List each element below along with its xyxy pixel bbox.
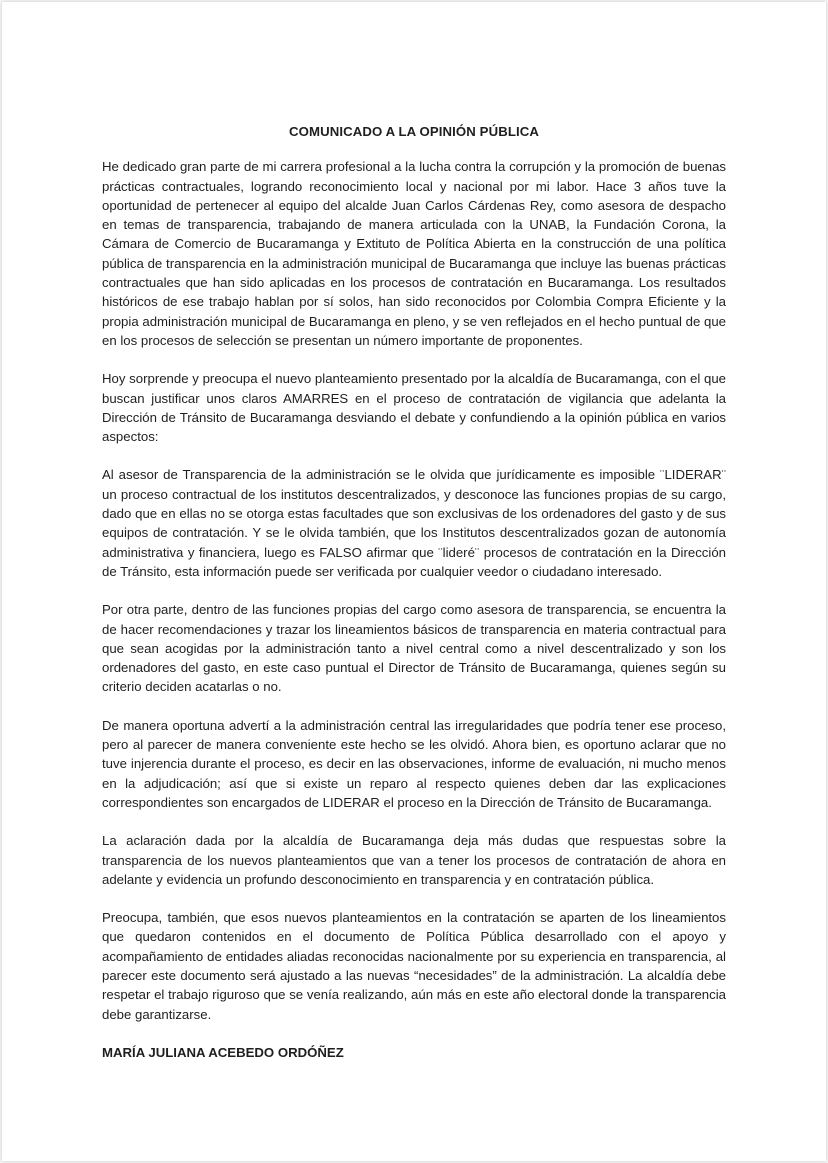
signature: MARÍA JULIANA ACEBEDO ORDÓÑEZ <box>102 1044 344 1060</box>
paragraph-3: Al asesor de Transparencia de la administración se le olvida que jurídicamente es imposible ¨LIDERAR¨ un proceso contractual de los institutos descentralizados, y desconoce las funciones propias de su cargo, dado que en ellas no se otorga estas facultades que son exclusivas de los ordenadores del gasto y de sus equipos de contratación. Y se le olvida también, que los Institutos descentralizados gozan de autonomía administrativa y financiera, luego es FALSO afirmar que ¨lideré¨ procesos de contratación en la Dirección de Tránsito, esta información puede ser verificada por cualquier veedor o ciudadano interesado. <box>102 467 726 579</box>
paragraph-1: He dedicado gran parte de mi carrera profesional a la lucha contra la corrupción y la promoción de buenas prácticas contractuales, logrando reconocimiento local y nacional por mi labor. Hace 3 años tuve la oportunidad de pertenecer al equipo del alcalde Juan Carlos Cárdenas Rey, como asesora de despacho en temas de transparencia, trabajando de manera articulada con la UNAB, la Fundación Corona, la Cámara de Comercio de Bucaramanga y Extituto de Política Abierta en la construcción de una política pública de transparencia en la administración municipal de Bucaramanga que incluye las buenas prácticas contractuales que han sido aplicadas en los procesos de contratación en Bucaramanga. Los resultados históricos de ese trabajo hablan por sí solos, han sido reconocidos por Colombia Compra Eficiente y la propia administración municipal de Bucaramanga en pleno, y se ven reflejados en el hecho puntual de que en los procesos de selección se presentan un número importante de proponentes. <box>102 159 726 348</box>
document-body <box>102 122 726 1062</box>
paragraph-6: La aclaración dada por la alcaldía de Bucaramanga deja más dudas que respuestas sobre la transparencia de los nuevos planteamientos que van a tener los procesos de contratación de ahora en adelante y evidencia un profundo desconocimiento en transparencia y en contratación pública. <box>102 833 726 887</box>
paragraph-4: Por otra parte, dentro de las funciones propias del cargo como asesora de transparencia, se encuentra la de hacer recomendaciones y trazar los lineamientos básicos de transparencia en materia contractual para que sean acogidas por la administración tanto a nivel central como a nivel descentralizado y son los ordenadores del gasto, en este caso puntual el Director de Tránsito de Bucaramanga, quienes según su criterio deciden acatarlas o no. <box>102 602 726 695</box>
paragraph-5: De manera oportuna advertí a la administración central las irregularidades que podría tener ese proceso, pero al parecer de manera conveniente este hecho se les olvidó. Ahora bien, es oportuno aclarar que no tuve injerencia durante el proceso, es decir en las observaciones, informe de evaluación, ni mucho menos en la adjudicación; así que si existe un reparo al respecto quienes deben dar las explicaciones correspondientes son encargados de LIDERAR el proceso en la Dirección de Tránsito de Bucaramanga. <box>102 717 726 810</box>
paragraph-7: Preocupa, también, que esos nuevos planteamientos en la contratación se aparten de los lineamientos que quedaron contenidos en el documento de Política Pública desarrollado con el apoyo y acompañamiento de entidades aliadas reconocidas nacionalmente por su experiencia en transparencia, al parecer este documento será ajustado a las nuevas “necesidades” de la administración. La alcaldía debe respetar el trabajo riguroso que se venía realizando, aún más en este año electoral donde la transparencia debe garantizarse. <box>102 910 726 1022</box>
paragraph-2: Hoy sorprende y preocupa el nuevo planteamiento presentado por la alcaldía de Bucaramanga, con el que buscan justificar unos claros AMARRES en el proceso de contratación de vigilancia que adelanta la Dirección de Tránsito de Bucaramanga desviando el debate y confundiendo a la opinión pública en varios aspectos: <box>102 371 726 445</box>
document-page <box>2 2 826 1161</box>
document-title: COMUNICADO A LA OPINIÓN PÚBLICA <box>289 124 539 139</box>
